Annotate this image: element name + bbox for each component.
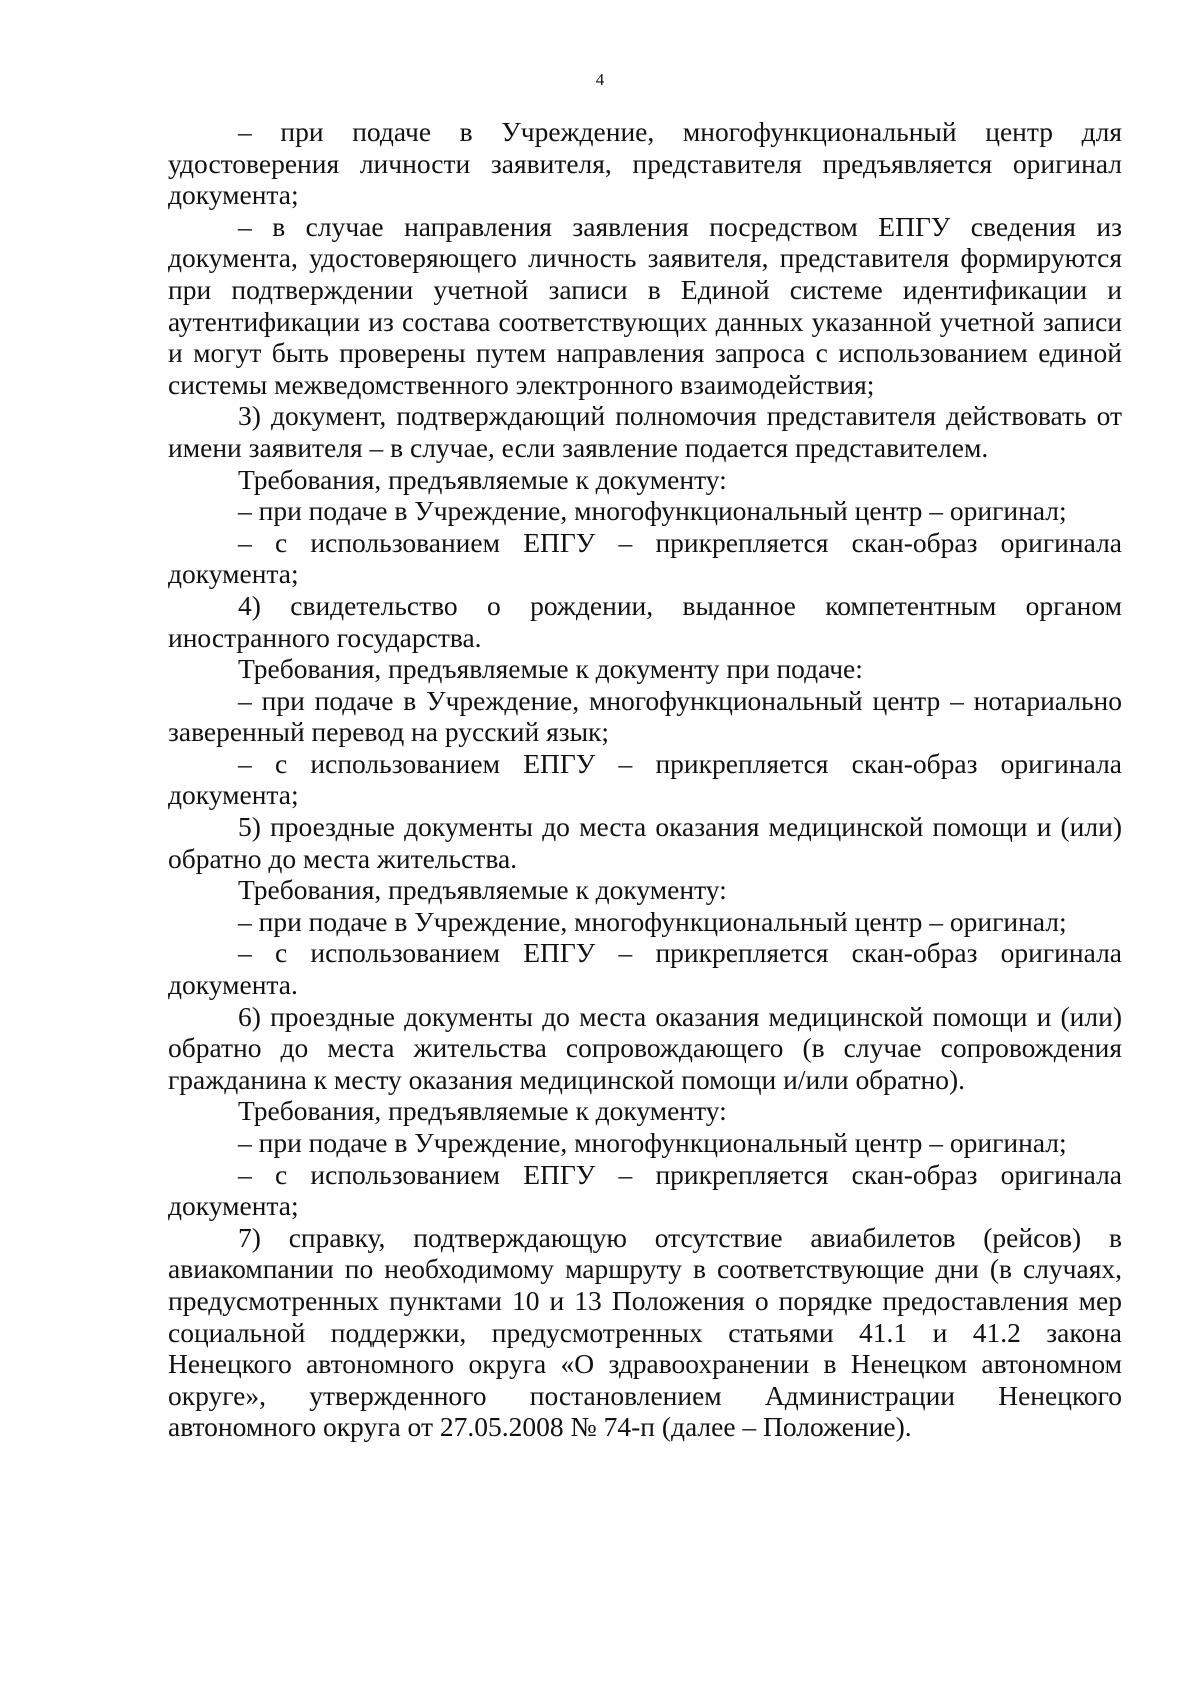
paragraph-requirements-heading: Требования, предъявляемые к документу: bbox=[238, 874, 727, 906]
paragraph-requirements-heading: Требования, предъявляемые к документу: bbox=[238, 1095, 727, 1127]
paragraph-item-4-birth-certificate: 4) свидетельство о рождении, выданное компетентным органом иностранного государства. bbox=[168, 589, 1122, 653]
paragraph-requirement-office-original: – при подаче в Учреждение, многофункциональный центр – оригинал; bbox=[238, 905, 1067, 937]
paragraph-requirements-heading: Требования, предъявляемые к документу при подаче: bbox=[238, 653, 863, 685]
document-body bbox=[168, 116, 1122, 1443]
paragraph-item-5-travel-documents: 5) проездные документы до места оказания медицинской помощи и (или) обратно до места жительства. bbox=[168, 811, 1122, 874]
paragraph-requirement-epgu-scan: – с использованием ЕПГУ – прикрепляется скан-образ оригинала документа. bbox=[168, 937, 1122, 1001]
paragraph-requirement-epgu-scan: – с использованием ЕПГУ – прикрепляется скан-образ оригинала документа; bbox=[168, 1158, 1122, 1222]
paragraph-requirement-notarized-translation: – при подаче в Учреждение, многофункциональный центр – нотариально заверенный перевод на русский язык; bbox=[168, 684, 1122, 748]
paragraph-item-6-escort-travel-documents: 6) проездные документы до места оказания медицинской помощи и (или) обратно до места жительства сопровождающего (в случае сопровождения гражданина к месту оказания медицинской помощи и/или обратно). bbox=[168, 1000, 1122, 1095]
paragraph-original-at-office: – при подаче в Учреждение, многофункциональный центр для удостоверения личности заявителя, представителя предъявляется оригинал документа; bbox=[168, 116, 1122, 211]
paragraph-requirements-heading: Требования, предъявляемые к документу: bbox=[238, 463, 727, 495]
paragraph-requirement-office-original: – при подаче в Учреждение, многофункциональный центр – оригинал; bbox=[238, 1127, 1067, 1158]
paragraph-epgu-identity-data: – в случае направления заявления посредством ЕПГУ сведения из документа, удостоверяющего личность заявителя, представителя формируются при подтверждении учетной записи в Единой системе идентификации и аутентификации из состава соответствующих данных указанной учетной записи и могут быть проверены путем направления запроса с использованием единой системы межведомственного электронного взаимодействия; bbox=[168, 210, 1122, 400]
paragraph-requirement-office-original: – при подаче в Учреждение, многофункциональный центр – оригинал; bbox=[238, 495, 1067, 527]
paragraph-requirement-epgu-scan: – с использованием ЕПГУ – прикрепляется скан-образ оригинала документа; bbox=[168, 526, 1122, 590]
paragraph-requirement-epgu-scan: – с использованием ЕПГУ – прикрепляется скан-образ оригинала документа; bbox=[168, 747, 1122, 811]
paragraph-item-3-representative-authority: 3) документ, подтверждающий полномочия представителя действовать от имени заявителя – в случае, если заявление подается представителем. bbox=[168, 400, 1122, 463]
paragraph-item-7-airline-certificate: 7) справку, подтверждающую отсутствие авиабилетов (рейсов) в авиакомпании по необходимому маршруту в соответствующие дни (в случаях, предусмотренных пунктами 10 и 13 Положения о порядке предоставления мер социальной поддержки, предусмотренных статьями 41.1 и 41.2 закона Ненецкого автономного округа «О здравоохранении в Ненецком автономном округе», утвержденного постановлением Администрации Ненецкого автономного округа от 27.05.2008 № 74-п (далее – Положение). bbox=[168, 1221, 1122, 1443]
page-number: 4 bbox=[595, 70, 605, 89]
